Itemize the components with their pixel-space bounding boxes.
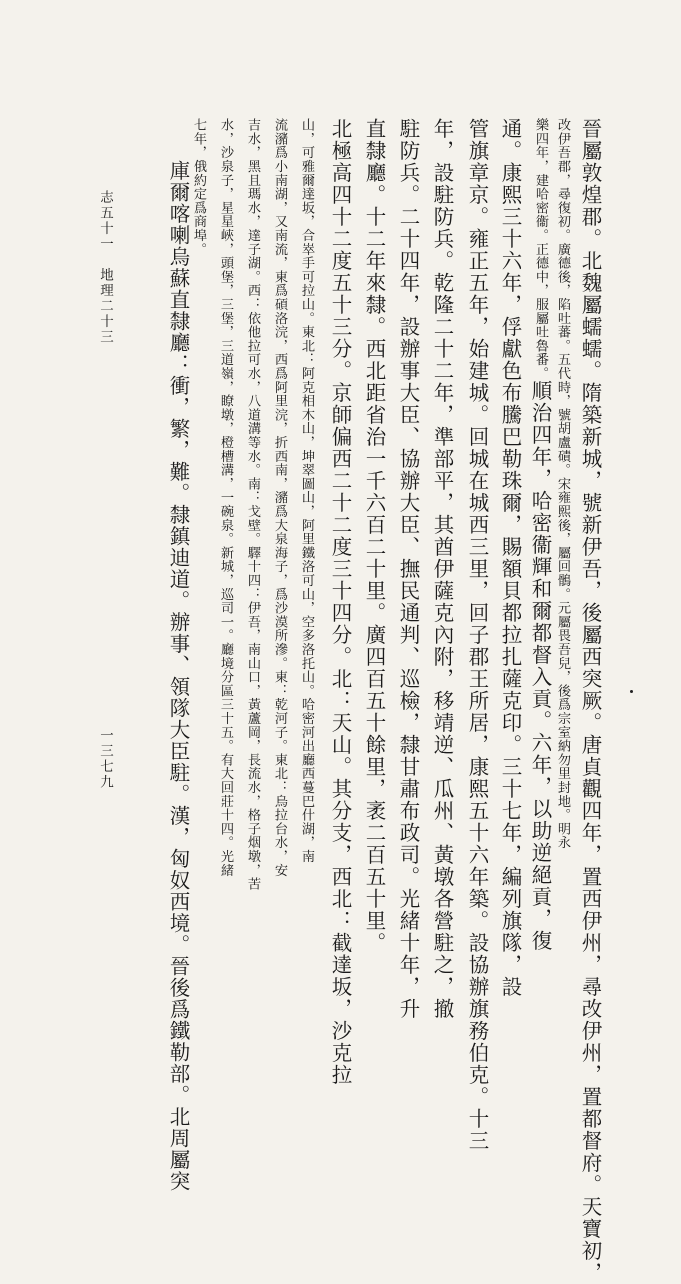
text-column-4: 通。康熙三十六年，俘獻色布騰巴勒珠爾，賜額貝都拉扎薩克印。三十七年，編列旗隊，設	[498, 118, 522, 998]
section-heading-kur-kara-usu: 庫爾喀喇烏蘇直隸廳：衝，繁，難。隸鎮迪道。辦事、領隊大臣駐。漢，匈奴西境。晉後爲鐵勒部。北周屬突	[166, 160, 190, 1192]
text-column-9: 北極高四十二度五十三分。京師偏西二十二度三十四分。北：天山。其分支，西北：截達坂，沙克拉	[328, 118, 352, 1086]
chapter-footer: 志五十一 地理二十三	[97, 190, 113, 345]
text-column-3	[520, 118, 552, 953]
text-column-8: 直隸廳。十二年來隸。西北距省治一千六百二十里。廣四百五十餘里，袤二百五十里。	[362, 118, 386, 954]
text-column-7: 駐防兵。二十四年，設辦事大臣、協辦大臣、撫民通判、巡檢，隸甘肅布政司。光緒十年，升	[396, 118, 420, 1020]
text-column-3-big: 順治四年，哈密衞輝和爾都督入貢。六年，以助逆絕貢，復	[528, 380, 552, 953]
text-column-1: 晉屬敦煌郡。北魏屬蠕蠕。隋築新城，號新伊吾，後屬西突厥。唐貞觀四年，置西伊州，尋改伊州，置都督府。天寶初，	[578, 118, 602, 1284]
text-column-14: 七年，俄約定爲商埠。	[191, 118, 206, 256]
text-column-6: 年，設駐防兵。乾隆二十二年，準部平，其酋伊薩克內附，移靖逆、瓜州、黃墩各營駐之，撤	[430, 118, 454, 1020]
text-column-3-small: 樂四年，建哈密衞。正德中，服屬吐魯番。	[533, 118, 548, 381]
text-column-10: 山，可雅爾達坂，合崒手可拉山。東北：阿克相木山，坤翠圖山，阿里鐵洛可山，空多洛托山。哈密河出廳西蔓巴什湖，南	[299, 118, 314, 864]
text-column-13: 水，沙泉子，星星峽，頭堡，三堡，三道嶺，瞭墩，橙槽溝，一碗泉。新城，巡司一。廳境分區三十五。有大回莊十四。光緒	[218, 118, 233, 877]
text-column-12: 吉水，黑且瑪水，達子湖。西：依他拉可水，八道溝等水。南：戈壁。驛十四：伊吾，南山口，黃蘆岡，長流水，格子烟墩，苦	[245, 118, 260, 891]
text-column-2: 改伊吾郡，尋復初。廣德後，陷吐蕃。五代時，號胡盧磧。宋雍熙後，屬回鶻。元屬畏吾兒，後爲宗室納勿里封地。明永	[555, 118, 570, 850]
page-number: 一三七九	[97, 728, 113, 790]
text-column-11: 流瀦爲小南湖，又南流，東爲碩洛浣，西爲阿里浣，折西南，瀦爲大泉海子，爲沙漠所滲。東：乾河子。東北：烏拉台水，安	[272, 118, 287, 877]
margin-dot	[630, 690, 633, 693]
text-column-5: 管旗章京。雍正五年，始建城。回城在城西三里，回子郡王所居，康熙五十六年築。設協辦旗務伯克。十三	[465, 118, 489, 1152]
